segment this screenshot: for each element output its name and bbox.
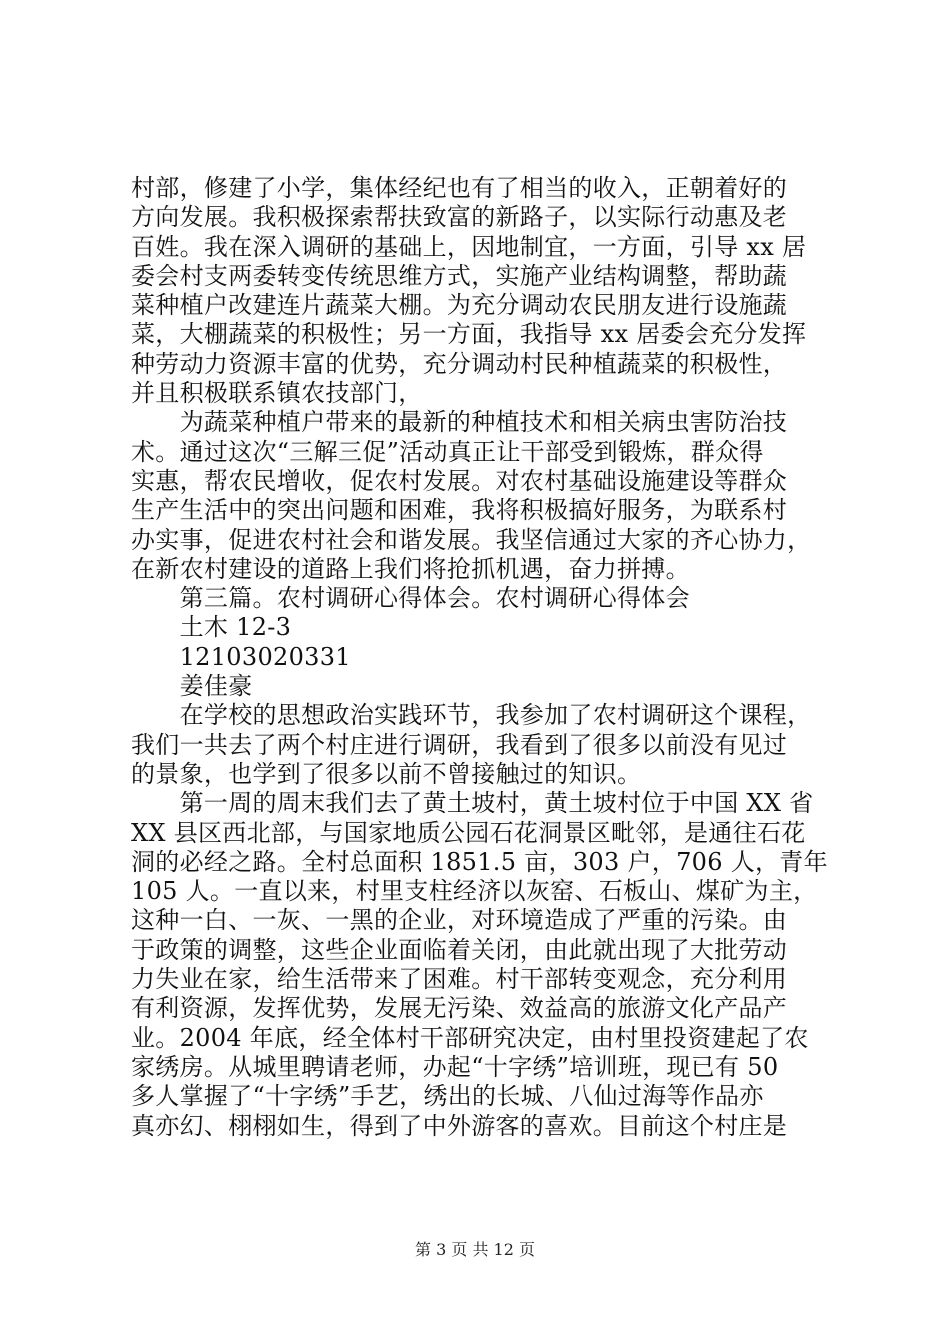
text-line: 真亦幻、栩栩如生，得到了中外游客的喜欢。目前这个村庄是 (131, 1111, 788, 1140)
author-name: 姜佳豪 (131, 672, 253, 701)
text-line: 办实事，促进农村社会和谐发展。我坚信通过大家的齐心协力， (131, 525, 812, 554)
text-line: 菜，大棚蔬菜的积极性；另一方面，我指导 xx 居委会充分发挥 (131, 320, 807, 349)
text-line: 力失业在家，给生活带来了困难。村干部转变观念，充分利用 (131, 965, 788, 994)
text-line: 家绣房。从城里聘请老师，办起“十字绣”培训班，现已有 50 (131, 1052, 779, 1081)
text-line: 我们一共去了两个村庄进行调研，我看到了很多以前没有见过 (131, 730, 788, 759)
text-line: 业。2004 年底，经全体村干部研究决定，由村里投资建起了农 (131, 1023, 809, 1052)
section-heading: 第三篇。农村调研心得体会。农村调研心得体会 (131, 584, 690, 613)
text-line: 术。通过这次“三解三促”活动真正让干部受到锻炼，群众得 (131, 437, 764, 466)
text-line: 在学校的思想政治实践环节，我参加了农村调研这个课程， (131, 701, 812, 730)
text-line: 为蔬菜种植户带来的最新的种植技术和相关病虫害防治技 (131, 408, 788, 437)
text-line: 方向发展。我积极探索帮扶致富的新路子，以实际行动惠及老 (131, 203, 788, 232)
text-line: XX 县区西北部，与国家地质公园石花洞景区毗邻，是通往石花 (131, 818, 806, 847)
text-line: 第一周的周末我们去了黄土坡村，黄土坡村位于中国 XX 省 (131, 789, 814, 818)
text-line: 于政策的调整，这些企业面临着关闭，由此就出现了大批劳动 (131, 935, 788, 964)
text-line: 这种一白、一灰、一黑的企业，对环境造成了严重的污染。由 (131, 906, 788, 935)
text-line: 实惠，帮农民增收，促农村发展。对农村基础设施建设等群众 (131, 466, 788, 495)
text-line: 种劳动力资源丰富的优势，充分调动村民种植蔬菜的积极性， (131, 349, 788, 378)
text-line: 洞的必经之路。全村总面积 1851.5 亩，303 户，706 人，青年 (131, 847, 828, 876)
text-line: 多人掌握了“十字绣”手艺，绣出的长城、八仙过海等作品亦 (131, 1082, 764, 1111)
author-class: 土木 12-3 (131, 613, 292, 642)
text-line: 百姓。我在深入调研的基础上，因地制宜，一方面，引导 xx 居 (131, 232, 807, 261)
text-line: 并且积极联系镇农技部门， (131, 379, 423, 408)
text-line: 105 人。一直以来，村里支柱经济以灰窑、石板山、煤矿为主， (131, 877, 818, 906)
text-line: 村部，修建了小学，集体经纪也有了相当的收入，正朝着好的 (131, 174, 788, 202)
text-line: 菜种植户改建连片蔬菜大棚。为充分调动农民朋友进行设施蔬 (131, 291, 788, 320)
page-footer: 第 3 页 共 12 页 (415, 1240, 535, 1259)
text-line: 在新农村建设的道路上我们将抢抓机遇，奋力拼搏。 (131, 554, 690, 583)
author-student-id: 12103020331 (131, 642, 351, 671)
document-body (131, 174, 831, 1141)
text-line: 委会村支两委转变传统思维方式，实施产业结构调整，帮助蔬 (131, 261, 788, 290)
text-line: 的景象，也学到了很多以前不曾接触过的知识。 (131, 759, 642, 788)
text-line: 生产生活中的突出问题和困难，我将积极搞好服务，为联系村 (131, 496, 788, 525)
text-line: 有利资源，发挥优势，发展无污染、效益高的旅游文化产品产 (131, 994, 788, 1023)
